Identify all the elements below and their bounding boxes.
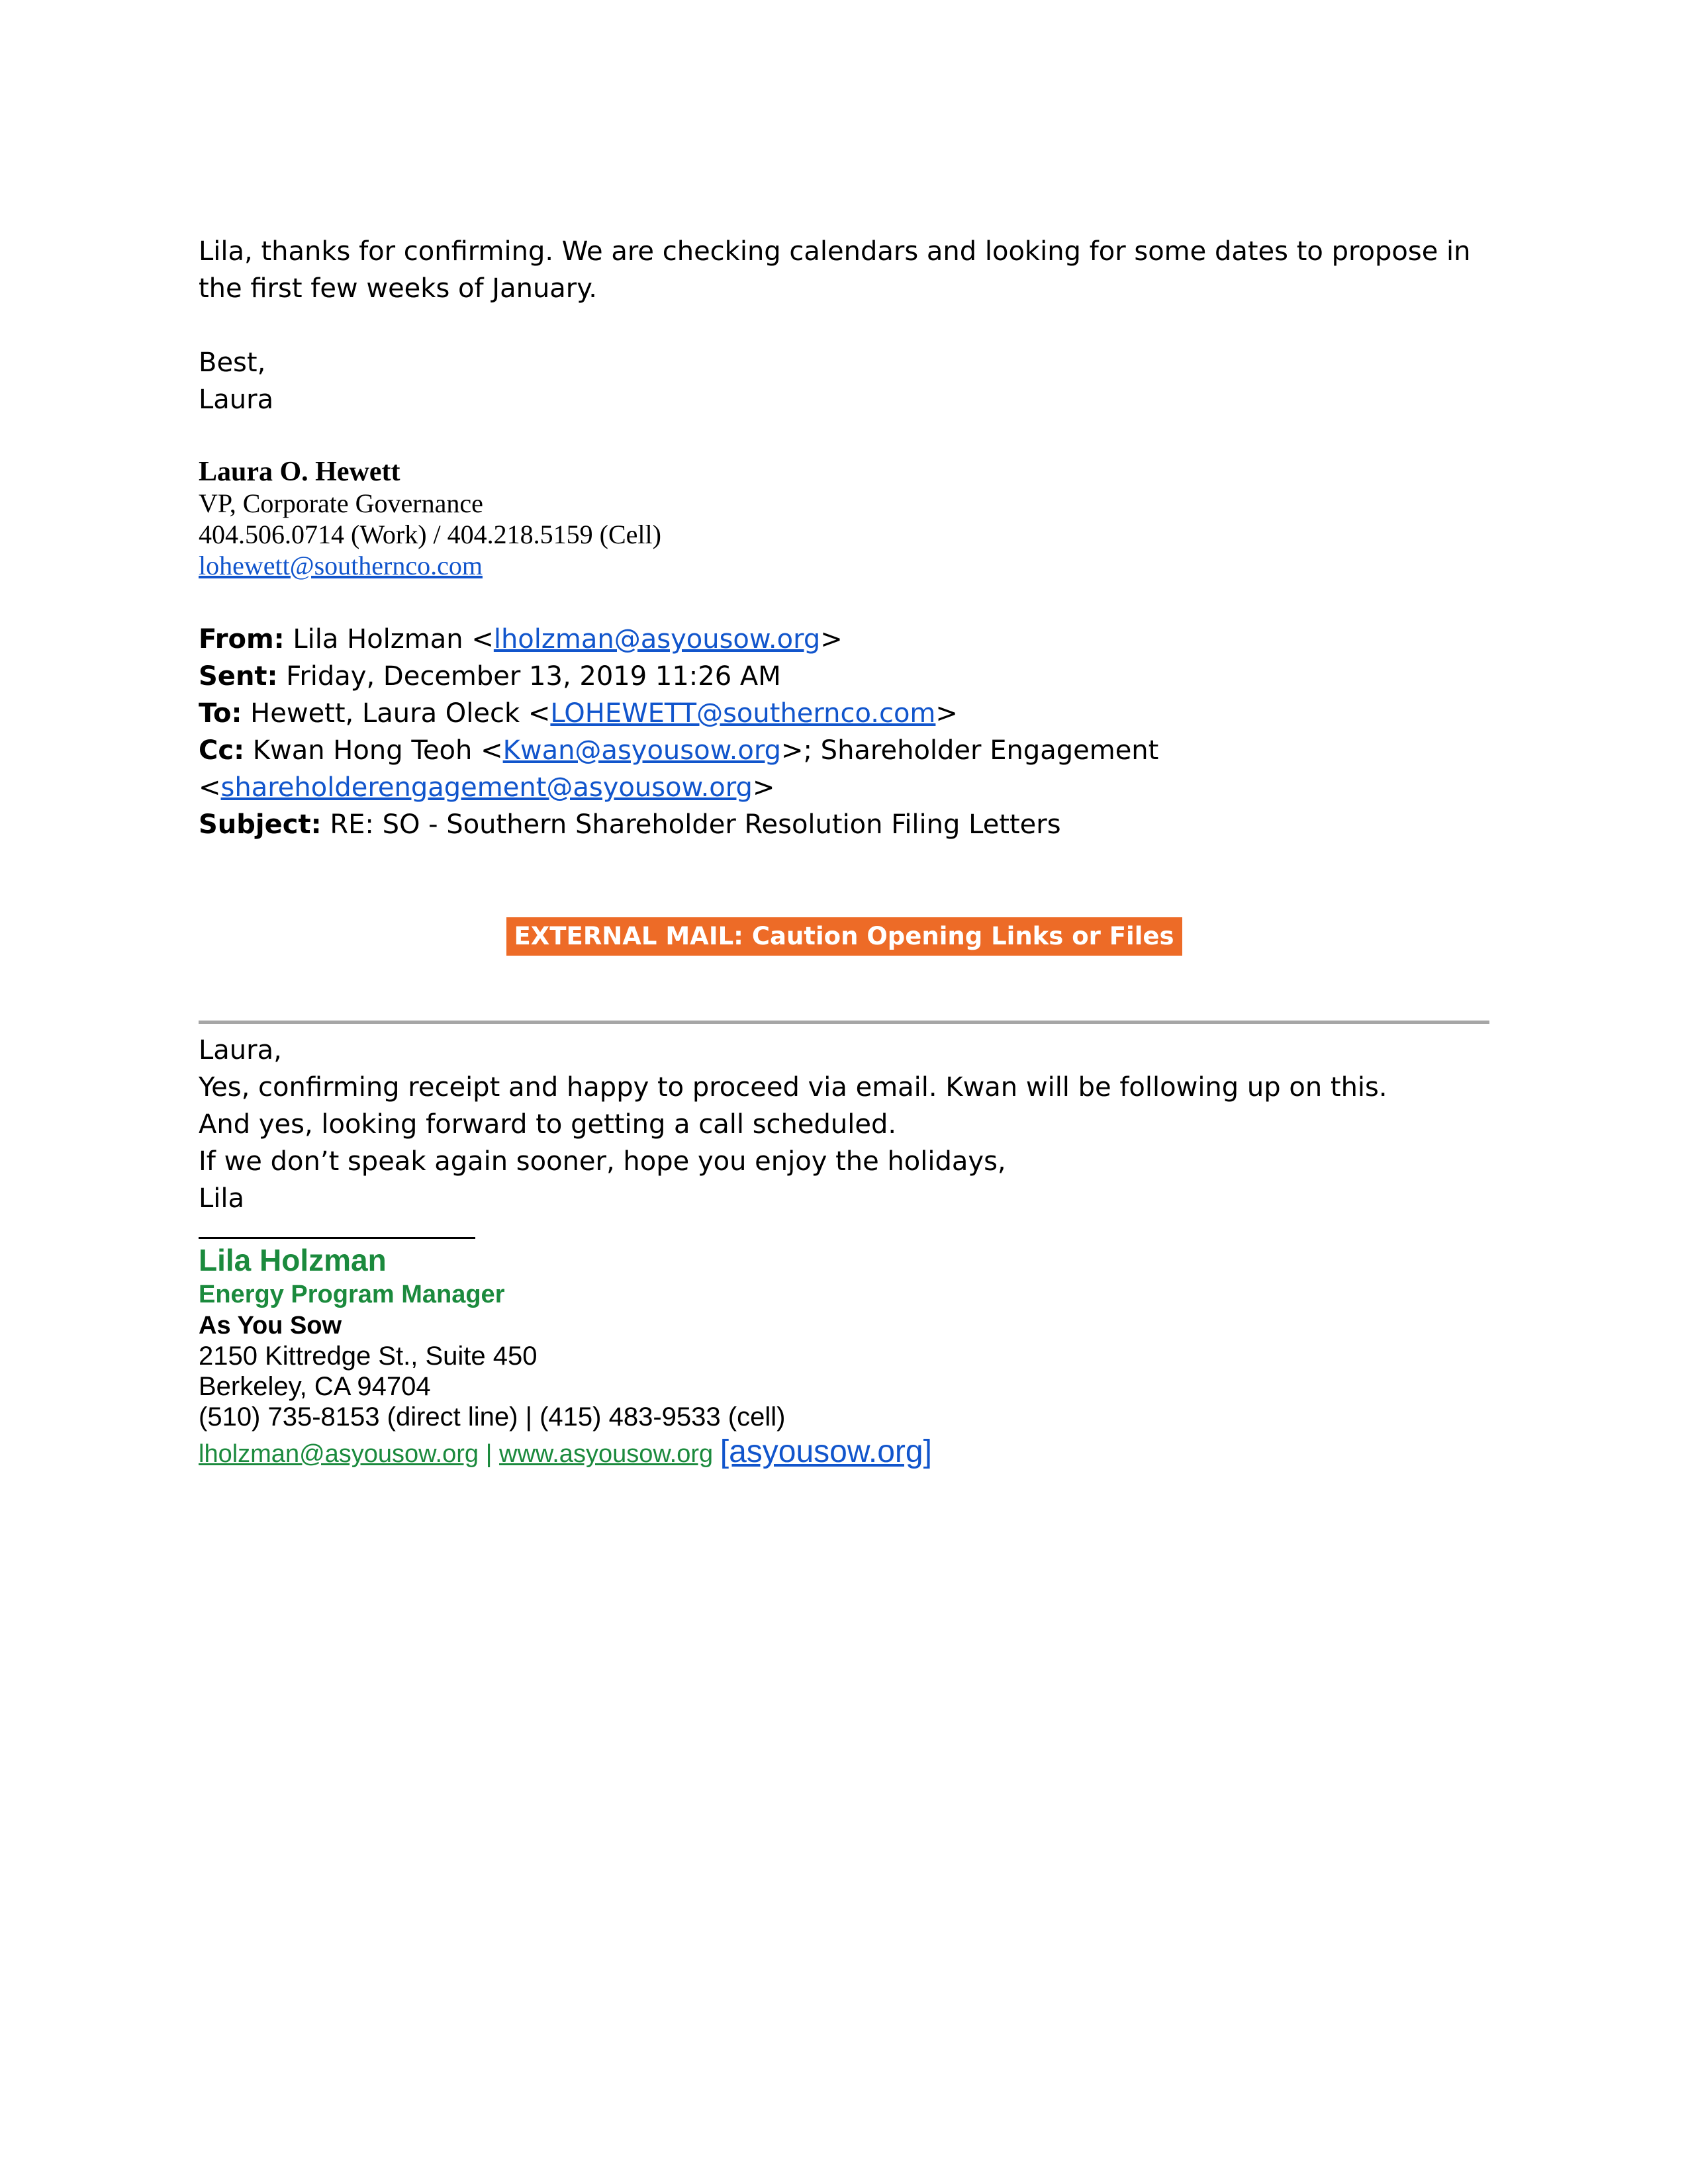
header-cc-cont	[199, 769, 1489, 806]
subject-value: RE: SO - Southern Shareholder Resolution Filing Letters	[330, 809, 1061, 840]
sent-value: Friday, December 13, 2019 11:26 AM	[286, 661, 781, 692]
lila-address1: 2150 Kittredge St., Suite 450	[199, 1342, 538, 1371]
original-message	[199, 1032, 1489, 1217]
lila-links-separator: |	[479, 1440, 500, 1468]
laura-signature-phones: 404.506.0714 (Work) / 404.218.5159 (Cell)	[199, 520, 661, 549]
to-close: >	[935, 698, 958, 729]
laura-signature	[199, 457, 1489, 581]
reply-paragraph: Lila, thanks for confirming. We are checking calendars and looking for some dates to propose in the first few weeks of January.	[199, 236, 1471, 304]
laura-email-link[interactable]: lohewett@southernco.com	[199, 551, 483, 580]
lila-signature-org: As You Sow	[199, 1312, 342, 1340]
header-to	[199, 695, 1489, 732]
signature-rule	[199, 1237, 475, 1239]
header-subject	[199, 806, 1489, 843]
subject-label: Subject:	[199, 809, 322, 840]
original-line1: Yes, confirming receipt and happy to proceed via email. Kwan will be following up on this.	[199, 1072, 1387, 1103]
reply-sender: Laura	[199, 385, 274, 415]
cc-email2-link[interactable]: shareholderengagement@asyousow.org	[220, 772, 753, 803]
lila-links	[199, 1432, 1489, 1474]
from-name: Lila Holzman <	[293, 624, 494, 655]
lila-website-link[interactable]: www.asyousow.org	[499, 1440, 714, 1468]
original-sender: Lila	[199, 1183, 245, 1214]
header-sent	[199, 658, 1489, 695]
original-line2: And yes, looking forward to getting a call scheduled.	[199, 1109, 897, 1140]
to-name: Hewett, Laura Oleck <	[250, 698, 551, 729]
external-mail-banner: EXTERNAL MAIL: Caution Opening Links or Files	[506, 917, 1182, 956]
lila-signature-title: Energy Program Manager	[199, 1281, 505, 1308]
lila-signature	[199, 1242, 1489, 1474]
cc-email1-link[interactable]: Kwan@asyousow.org	[502, 735, 781, 766]
from-label: From:	[199, 624, 285, 655]
cc-name1: Kwan Hong Teoh <	[252, 735, 503, 766]
external-mail-banner-wrap	[199, 917, 1489, 956]
laura-signature-name: Laura O. Hewett	[199, 457, 400, 487]
lila-email-link[interactable]: lholzman@asyousow.org	[199, 1440, 479, 1468]
from-email-link[interactable]: lholzman@asyousow.org	[493, 624, 821, 655]
sent-label: Sent:	[199, 661, 278, 692]
to-email-link[interactable]: LOHEWETT@southernco.com	[550, 698, 936, 729]
cc-open2: <	[199, 772, 221, 803]
forwarded-header	[199, 621, 1489, 843]
from-close: >	[820, 624, 843, 655]
lila-signature-name: Lila Holzman	[199, 1243, 387, 1277]
message-divider	[199, 1021, 1489, 1024]
original-greeting: Laura,	[199, 1035, 282, 1066]
reply-message	[199, 233, 1489, 418]
email-document	[199, 233, 1489, 1474]
header-from	[199, 621, 1489, 658]
header-cc	[199, 732, 1489, 769]
cc-label: Cc:	[199, 735, 245, 766]
laura-signature-title: VP, Corporate Governance	[199, 488, 483, 518]
cc-close2: >	[752, 772, 775, 803]
lila-website-tag-link[interactable]: [asyousow.org]	[720, 1434, 932, 1469]
lila-phones: (510) 735-8153 (direct line) | (415) 483-9533 (cell)	[199, 1402, 786, 1432]
lila-address2: Berkeley, CA 94704	[199, 1372, 431, 1401]
to-label: To:	[199, 698, 242, 729]
original-line3: If we don’t speak again sooner, hope you enjoy the holidays,	[199, 1146, 1006, 1177]
cc-mid: >; Shareholder Engagement	[780, 735, 1159, 766]
reply-closing: Best,	[199, 347, 266, 378]
